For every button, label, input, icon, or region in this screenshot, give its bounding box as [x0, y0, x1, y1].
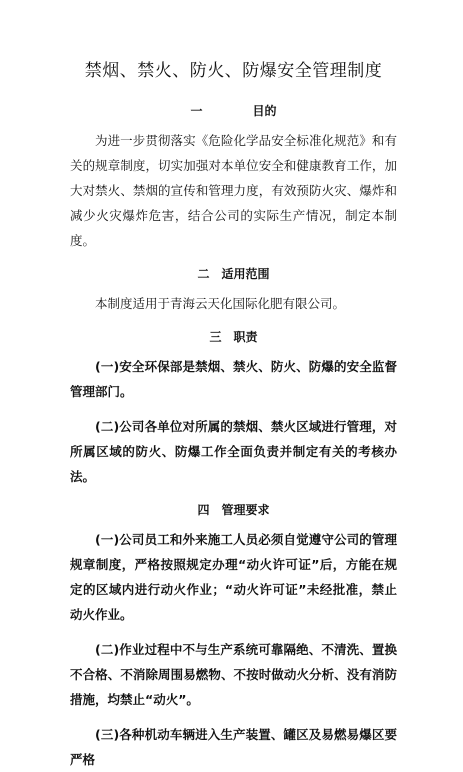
- paragraph-duty-1: (一)安全环保部是禁烟、禁火、防火、防爆的安全监督管理部门。: [70, 359, 397, 399]
- section-number: 二: [197, 267, 210, 281]
- paragraph-requirement-1: (一)公司员工和外来施工人员必须自觉遵守公司的管理规章制度，严格按照规定办理“动火许可证”后，方能在规定的区域内进行动火作业；“动火许可证”未经批准，禁止动火作业。: [70, 532, 397, 622]
- section-number: 三: [209, 330, 222, 344]
- paragraph-requirement-3: (三)各种机动车辆进入生产装置、罐区及易燃易爆区要严格: [70, 727, 397, 767]
- paragraph-duty-2: (二)公司各单位对所属的禁烟、禁火区域进行管理，对所属区域的防火、防爆工作全面负责并制定有关的考核办法。: [70, 419, 397, 484]
- section-title: 目的: [252, 104, 277, 118]
- section-heading-duties: [70, 326, 397, 348]
- paragraph-purpose: 为进一步贯彻落实《危险化学品安全标准化规范》和有关的规章制度，切实加强对本单位安全和健康教育工作，加大对禁火、禁烟的宣传和管理力度，有效预防火灾、爆炸和减少火灾爆炸危害，结合公司的实际生产情况，制定本制度。: [70, 133, 397, 248]
- section-title: 管理要求: [221, 503, 270, 517]
- section-title: 职责: [233, 330, 258, 344]
- section-heading-purpose: [70, 100, 397, 122]
- section-title: 适用范围: [221, 267, 270, 281]
- paragraph-requirement-2: (二)作业过程中不与生产系统可靠隔绝、不清洗、置换不合格、不消除周围易燃物、不按时做动火分析、没有消防措施，均禁止“动火”。: [70, 642, 397, 707]
- paragraph-scope: 本制度适用于青海云天化国际化肥有限公司。: [95, 296, 346, 311]
- section-number: 一: [190, 104, 203, 118]
- document-title: 禁烟、禁火、防火、防爆安全管理制度: [84, 61, 383, 81]
- section-heading-requirements: [70, 499, 397, 521]
- section-number: 四: [197, 503, 210, 517]
- section-heading-scope: [70, 263, 397, 285]
